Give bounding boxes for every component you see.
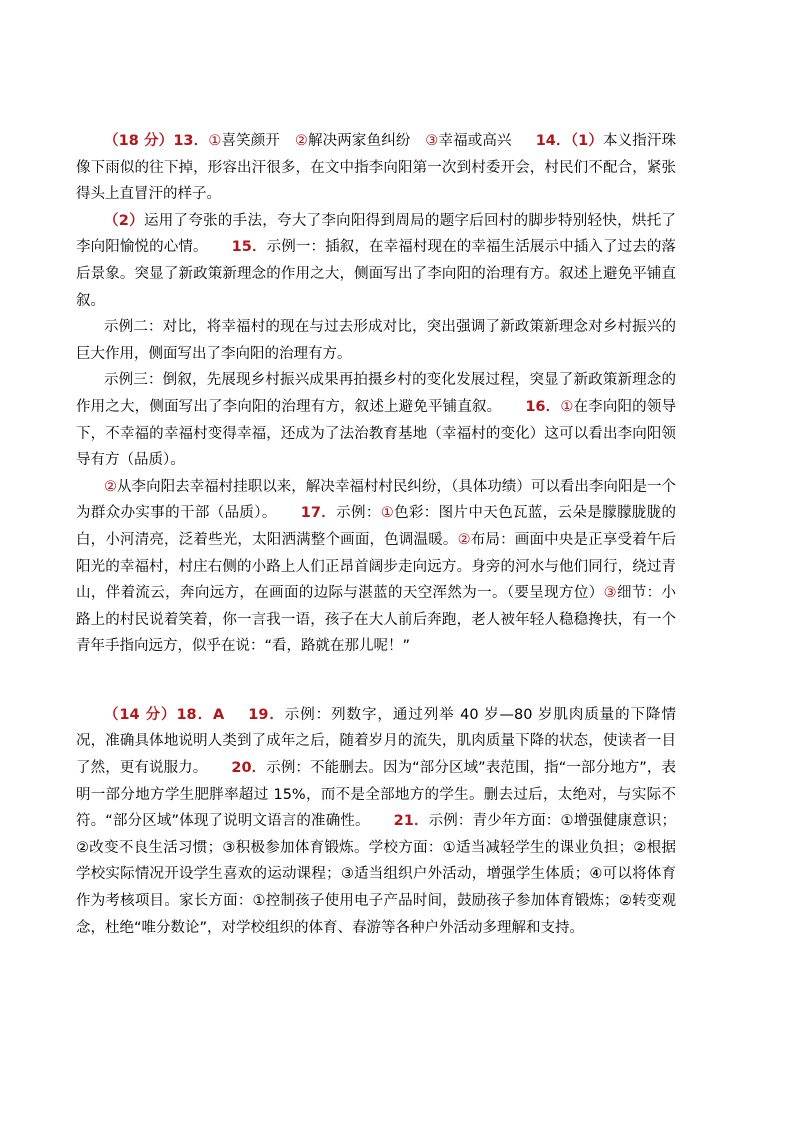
q19-number: 19． [248,706,285,723]
section2-score: （14 分） [104,706,177,723]
q18-number: 18． [176,706,214,723]
q16-point-1: 在李向阳的领导下，不幸福的幸福村变得幸福，还成为了法治教育基地（幸福村的变化）这可以看出李向阳领导有方（品质）。 [76,398,677,469]
q14-part2-mark: （2） [104,212,144,229]
answer-content [76,128,676,941]
q18-answer: A [213,706,225,723]
q13-circle-1: ① [208,133,222,149]
q16-circle-1: ① [560,398,574,415]
q13-answer-3: 幸福或高兴 [438,133,512,149]
q17-point-2: 布局：画面中央是正享受着午后阳光的幸福村，村庄右侧的小路上人们正昂首阔步走向远方。身旁的河水与他们同行，绕过青山，伴着流云，奔向远方，在画面的边际与湛蓝的天空浑然为一。（要呈现方位） [76,531,677,602]
section-gap [76,660,676,702]
q14-part1-mark: （1） [570,133,603,149]
q15-example-1: 示例一：插叙，在幸福村现在的幸福生活展示中插入了过去的落后景象。突显了新政策新理念的作用之大，侧面写出了李向阳的治理有方。叙述上避免平铺直叙。 [76,239,676,309]
q16-point-2: 从李向阳去幸福村挂职以来，解决幸福村村民纠纷，（具体功绩）可以看出李向阳是一个为群众办实事的干部（品质）。 [76,478,677,522]
q14-part2-text: 运用了夸张的手法，夸大了李向阳得到周局的题字后回村的脚步特别轻快，烘托了李向阳愉悦的心情。 [76,212,676,256]
q14-number: 14． [535,133,571,149]
q15-example-3: 示例三：倒叙，先展现乡村振兴成果再拍摄乡村的变化发展过程，突显了新政策新理念的作用之大，侧面写出了李向阳的治理有方，叙述上避免平铺直叙。 [76,372,676,415]
q15-example-2: 示例二：对比，将幸福村的现在与过去形成对比，突出强调了新政策新理念对乡村振兴的巨大作用，侧面写出了李向阳的治理有方。 [76,319,676,362]
q21-number: 21． [393,813,429,830]
q14-part1-text: 本义指汗珠像下雨似的往下掉，形容出汗很多，在文中指李向阳第一次到村委开会，村民们不配合，紧张得头上直冒汗的样子。 [76,133,677,203]
q20-number: 20． [231,760,267,777]
q17-circle-3: ③ [603,585,617,602]
q13-circle-2: ② [294,133,308,149]
q15-q16-paragraph [76,367,676,473]
q15-number: 15． [231,239,267,256]
q17-number: 17． [300,505,337,522]
q17-circle-2: ② [457,531,471,548]
q17-circle-1: ① [380,505,395,522]
q21-text: 示例：青少年方面：①增强健康意识；②改变不良生活习惯；③积极参加体育锻炼。学校方面：①适当减轻学生的课业负担；②根据学校实际情况开设学生喜欢的运动课程；③适当组织户外活动，增强学生体质；④可以将体育作为考核项目。家长方面：①控制孩子使用电子产品时间，鼓励孩子参加体育锻炼；②转变观念，杜绝“唯分数论”，对学校组织的体育、春游等各种户外活动多理解和支持。 [76,813,676,936]
q16-circle-2: ② [104,478,118,495]
q17-point-1: 色彩：图片中天色瓦蓝，云朵是朦朦胧胧的白，小河清亮，泛着些光，太阳洒满整个画面，色调温暖。 [76,505,677,548]
q13-number: 13． [173,133,209,149]
q14-q15-paragraph [76,208,676,314]
q16-q17-paragraph [76,474,676,660]
q13-answer-2: 解决两家鱼纠纷 [307,133,411,149]
q20-text: 示例：不能删去。因为“部分区域”表范围，指“一部分地方”，表明一部分地方学生肥胖率超过 15%，而不是全部地方的学生。删去过后，太绝对，与实际不符。“部分区域”体现了说明文语言的准确性。 [76,760,677,830]
q15-example-2-paragraph [76,314,676,367]
q13-circle-3: ③ [425,133,439,149]
q16-number: 16． [525,398,561,415]
section1-score: （18 分） [104,133,174,149]
q13-answer-1: 喜笑颜开 [221,133,281,149]
q19-text: 示例：列数字，通过列举 40 岁—80 岁肌肉质量的下降情况，准确具体地说明人类到了成年之后，随着岁月的流失，肌肉质量下降的状态，使读者一目了然，更有说服力。 [76,706,676,777]
section2-paragraph [76,702,676,941]
q13-q14-paragraph [76,128,676,208]
q17-point-3: 细节：小路上的村民说着笑着，你一言我一语，孩子在大人前后奔跑，老人被年轻人稳稳搀扶，有一个青年手指向远方，似乎在说：“看，路就在那儿呢！” [76,585,677,655]
q17-lead: 示例： [336,505,381,522]
